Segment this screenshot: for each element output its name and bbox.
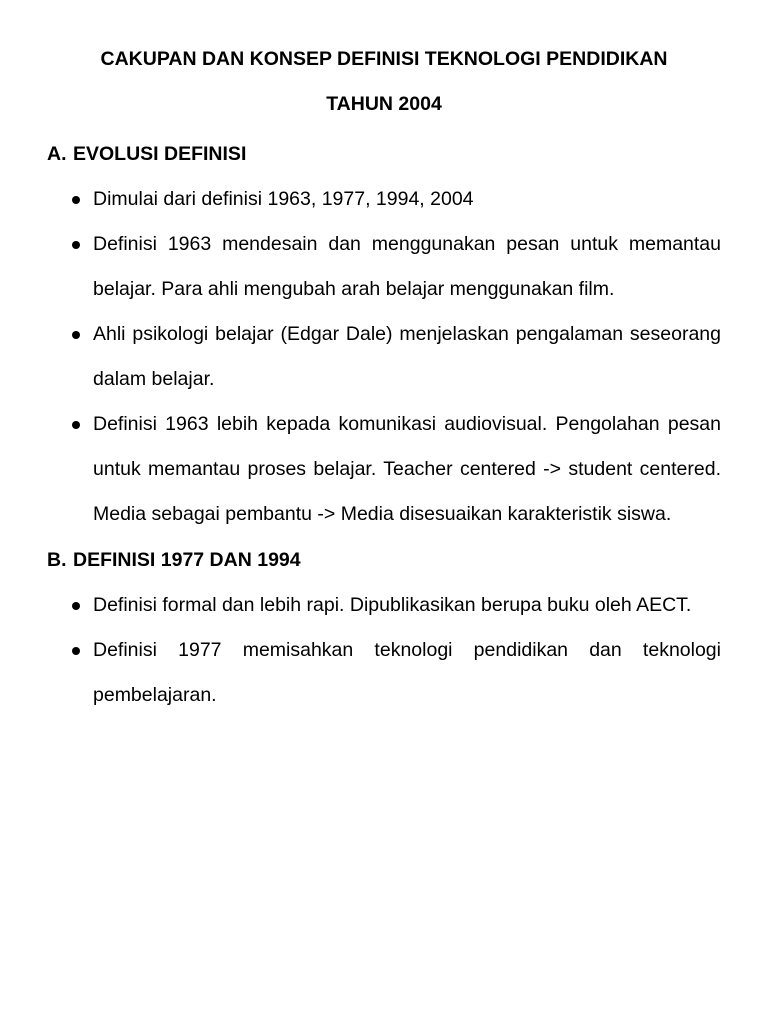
list-item	[47, 222, 721, 312]
bullet-icon	[72, 331, 80, 339]
list-item	[47, 177, 721, 222]
section-letter: B.	[47, 549, 67, 571]
title-line-1: CAKUPAN DAN KONSEP DEFINISI TEKNOLOGI PENDIDIKAN	[100, 48, 668, 70]
list-item-text: Definisi 1977 memisahkan teknologi pendidikan dan teknologi pembelajaran.	[93, 639, 721, 706]
list-item-text: Dimulai dari definisi 1963, 1977, 1994, 2004	[93, 188, 474, 210]
section-letter: A.	[47, 143, 67, 165]
list-item-text: Definisi 1963 lebih kepada komunikasi audiovisual. Pengolahan pesan untuk memantau proses belajar. Teacher centered -> student centered. Media sebagai pembantu -> Media disesuaikan karakteristik siswa.	[93, 413, 721, 525]
section-a	[47, 131, 721, 537]
list-item-text: Definisi formal dan lebih rapi. Dipublikasikan berupa buku oleh AECT.	[93, 594, 692, 616]
section-b	[47, 537, 721, 718]
bullet-list	[47, 583, 721, 718]
list-item-text: Definisi 1963 mendesain dan menggunakan pesan untuk memantau belajar. Para ahli mengubah arah belajar menggunakan film.	[93, 233, 721, 300]
bullet-icon	[72, 602, 80, 610]
title-line-2: TAHUN 2004	[326, 93, 442, 115]
section-title: DEFINISI 1977 DAN 1994	[73, 549, 301, 571]
bullet-icon	[72, 196, 80, 204]
section-title: EVOLUSI DEFINISI	[73, 143, 247, 165]
section-heading	[47, 537, 721, 583]
list-item	[47, 312, 721, 402]
list-item	[47, 628, 721, 718]
list-item	[47, 402, 721, 537]
bullet-icon	[72, 647, 80, 655]
list-item	[47, 583, 721, 628]
bullet-icon	[72, 421, 80, 429]
list-item-text: Ahli psikologi belajar (Edgar Dale) menjelaskan pengalaman seseorang dalam belajar.	[93, 323, 721, 390]
document-title	[47, 0, 721, 127]
bullet-icon	[72, 241, 80, 249]
section-heading	[47, 131, 721, 177]
bullet-list	[47, 177, 721, 537]
